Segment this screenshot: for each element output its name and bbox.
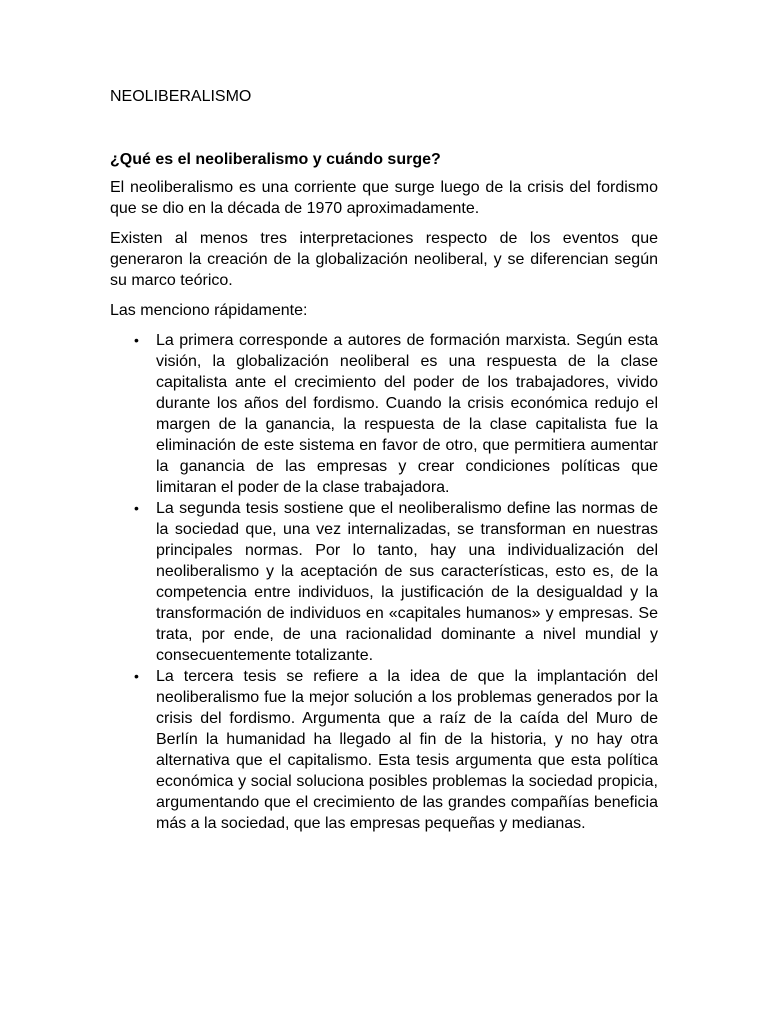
bullet-icon: • <box>134 668 139 684</box>
thesis-list <box>110 330 658 834</box>
bullet-icon: • <box>134 500 139 516</box>
list-item-text: La tercera tesis se refiere a la idea de que la implantación del neoliberalismo fue la mejor solución a los problemas generados por la crisis del fordismo. Argumenta que a raíz de la caída del Muro de Berlín la humanidad ha llegado al fin de la historia, y no hay otra alternativa que el capitalismo. Esta tesis argumenta que esta política económica y social soluciona posibles problemas la sociedad propicia, argumentando que el crecimiento de las grandes compañías beneficia más a la sociedad, que las empresas pequeñas y medianas. <box>156 668 658 832</box>
list-item <box>110 498 658 666</box>
document-page <box>110 86 658 834</box>
list-item <box>110 330 658 498</box>
list-item-text: La segunda tesis sostiene que el neoliberalismo define las normas de la sociedad que, una vez internalizadas, se transforman en nuestras principales normas. Por lo tanto, hay una individualización del neoliberalismo y la aceptación de sus características, esto es, de la competencia entre individuos, la justificación de la desigualdad y la transformación de individuos en «capitales humanos» y empresas. Se trata, por ende, de una racionalidad dominante a nivel mundial y consecuentemente totalizante. <box>156 500 658 664</box>
list-item <box>110 666 658 834</box>
paragraph-intro: El neoliberalismo es una corriente que surge luego de la crisis del fordismo que se dio en la década de 1970 aproximadamente. <box>110 179 658 217</box>
list-item-text: La primera corresponde a autores de formación marxista. Según esta visión, la globalización neoliberal es una respuesta de la clase capitalista ante el crecimiento del poder de los trabajadores, vivido durante los años del fordismo. Cuando la crisis económica redujo el margen de la ganancia, la respuesta de la clase capitalista fue la eliminación de este sistema en favor de otro, que permitiera aumentar la ganancia de las empresas y crear condiciones políticas que limitaran el poder de la clase trabajadora. <box>156 332 658 496</box>
bullet-icon: • <box>134 332 139 348</box>
document-title: NEOLIBERALISMO <box>110 88 252 105</box>
paragraph-interpretations: Existen al menos tres interpretaciones respecto de los eventos que generaron la creación de la globalización neoliberal, y se diferencian según su marco teórico. <box>110 230 658 289</box>
paragraph-list-intro: Las menciono rápidamente: <box>110 302 308 319</box>
section-heading: ¿Qué es el neoliberalismo y cuándo surge? <box>110 151 441 168</box>
